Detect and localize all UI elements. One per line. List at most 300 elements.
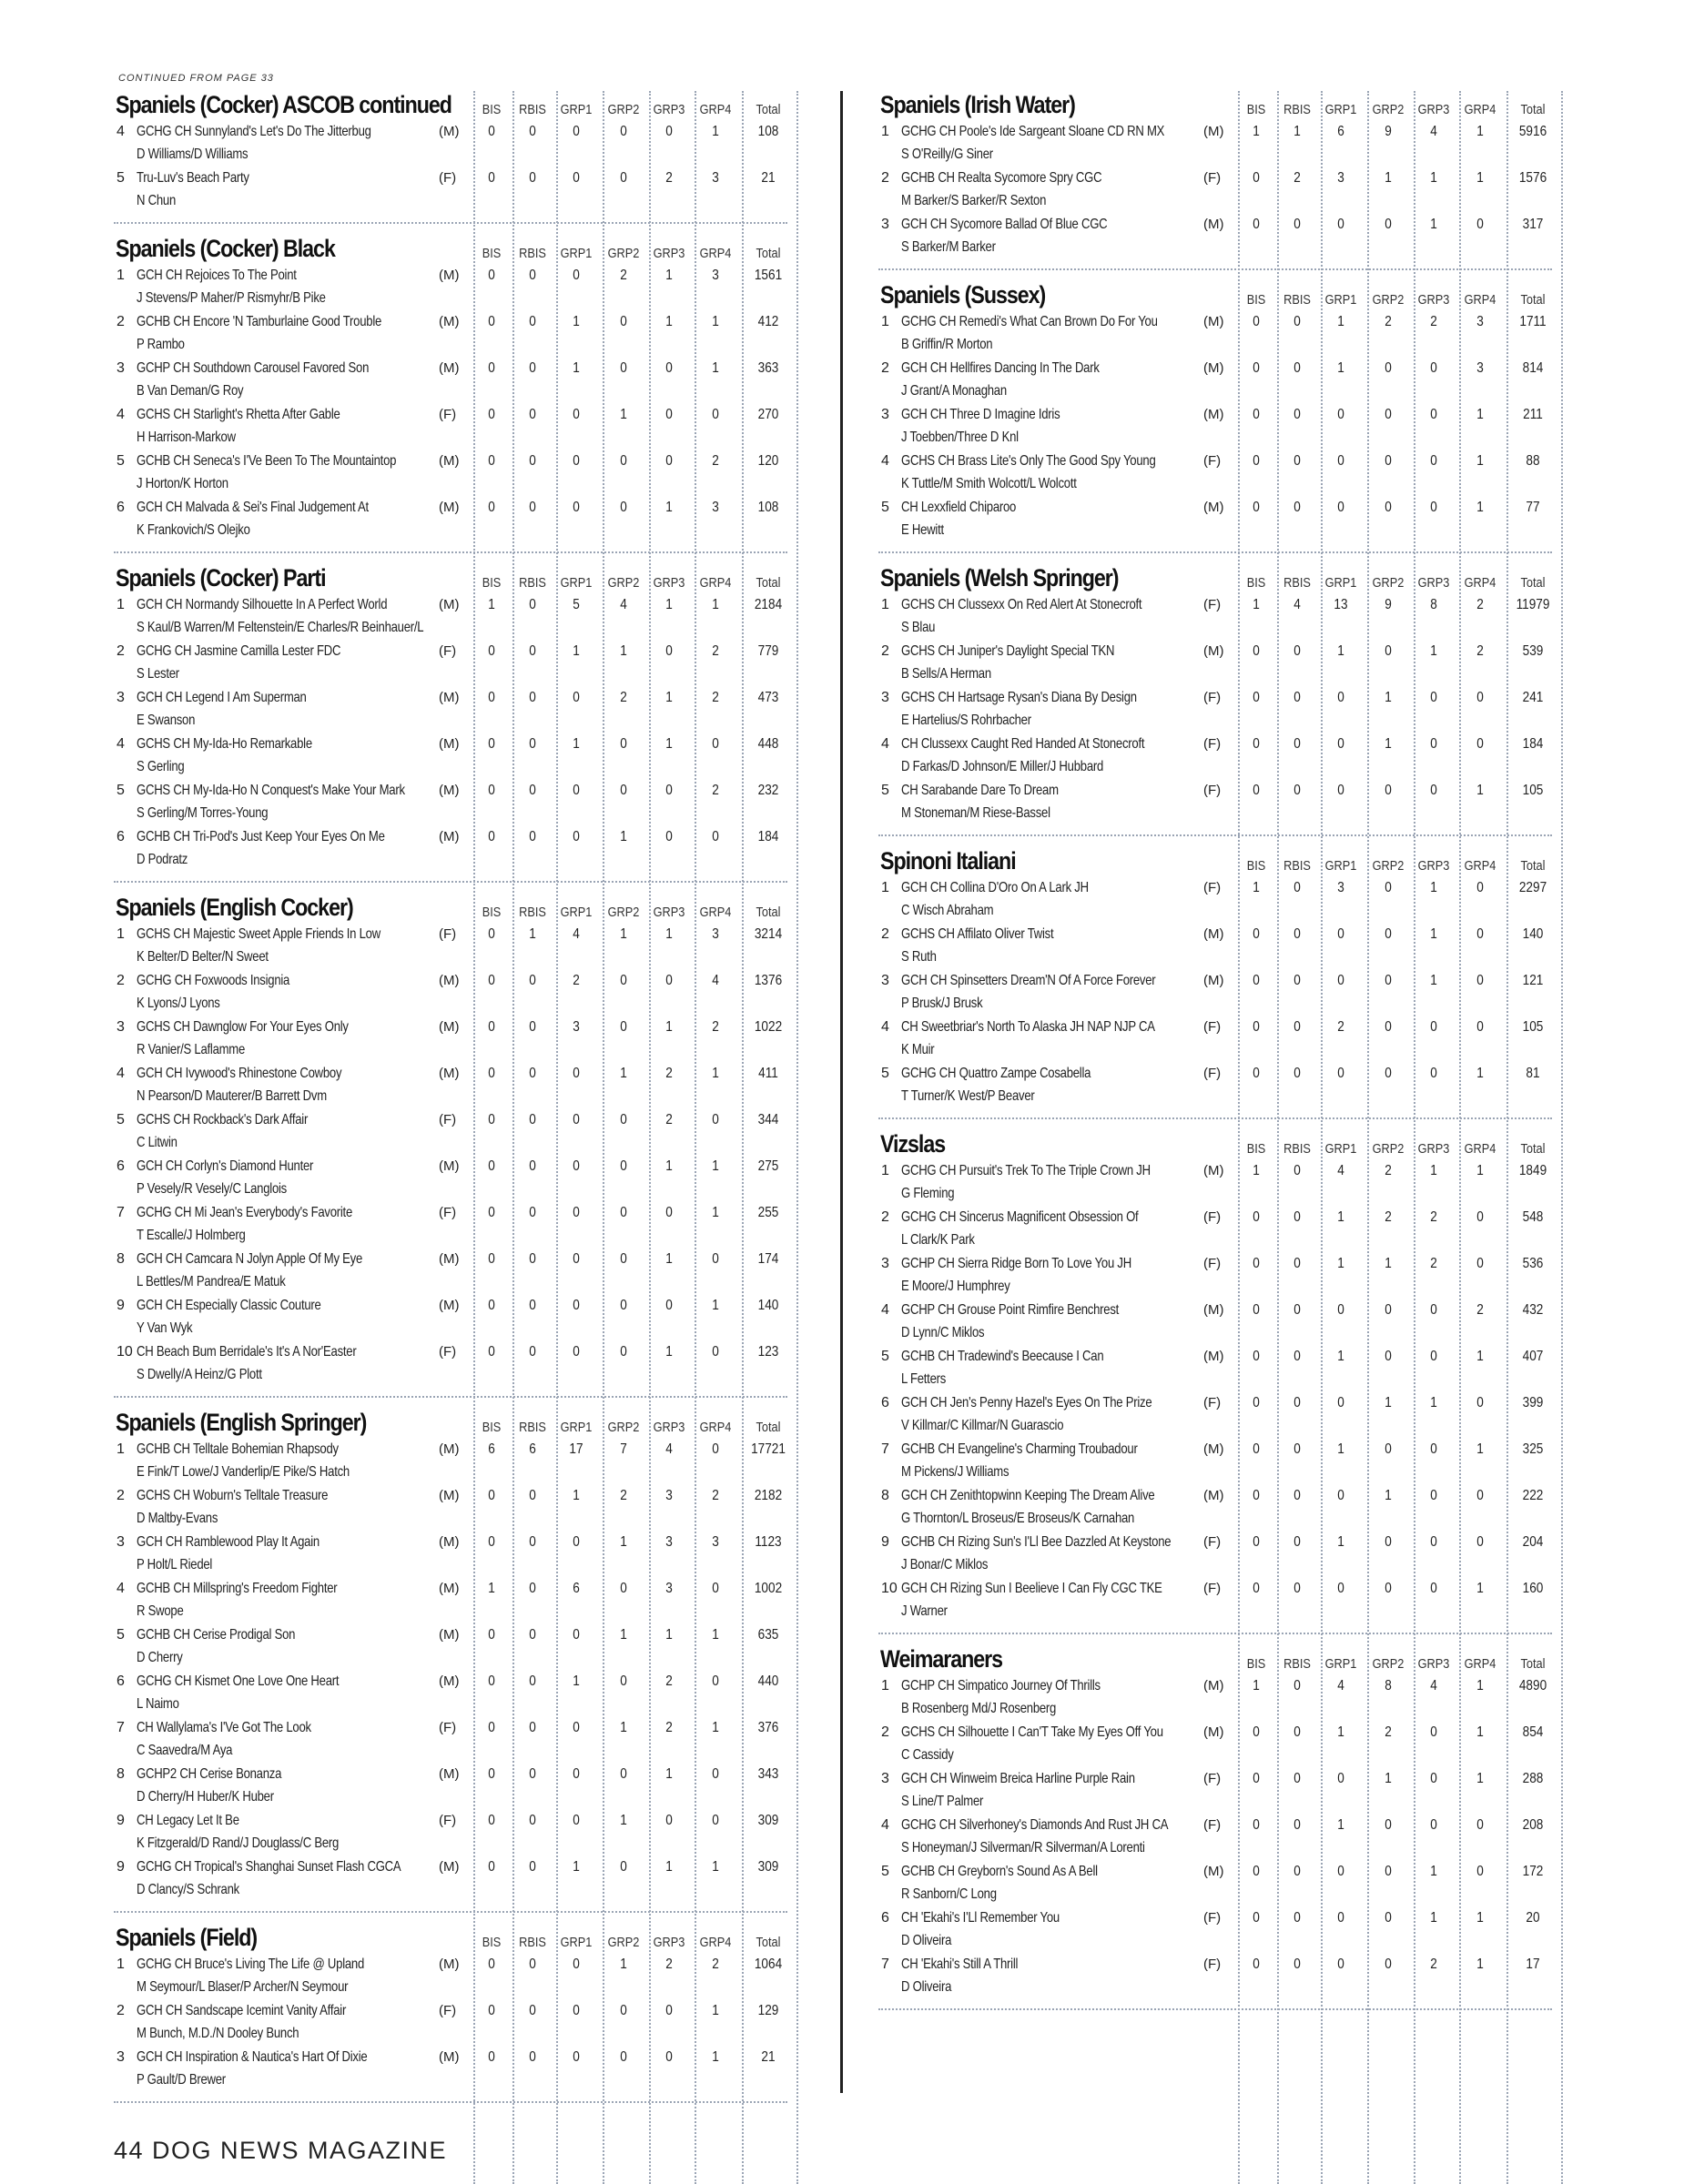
stat-grp3: 1 — [665, 500, 673, 515]
sex-label: (M) — [1203, 1678, 1224, 1694]
sex-label: (M) — [439, 1673, 460, 1689]
column-header: Total — [1520, 858, 1546, 874]
ranking-row — [878, 1817, 1552, 1864]
ranking-row — [878, 1256, 1552, 1302]
stat-grp2: 0 — [1385, 1817, 1392, 1833]
stat-rbis: 0 — [529, 1534, 536, 1550]
stat-grp3: 1 — [665, 1627, 673, 1643]
sex-label: (M) — [1203, 1302, 1224, 1318]
stat-rbis: 0 — [1293, 1864, 1301, 1879]
rank-number: 4 — [117, 1066, 125, 1081]
stat-bis: 0 — [1253, 1910, 1260, 1926]
stat-rbis: 0 — [529, 268, 536, 283]
stat-rbis: 0 — [1293, 880, 1301, 895]
stat-total: 536 — [1522, 1256, 1544, 1271]
column-header: GRP1 — [1324, 1141, 1357, 1157]
dog-name: GCH CH Ivywood's Rhinestone Cowboy — [137, 1066, 342, 1081]
column-header: BIS — [482, 102, 502, 117]
column-header: RBIS — [1283, 858, 1311, 874]
dog-name: Tru-Luv's Beach Party — [137, 170, 249, 186]
column-header: GRP2 — [607, 1420, 640, 1435]
owner-names: S O'Reilly/G Siner — [901, 147, 993, 162]
stat-total: 363 — [757, 360, 779, 376]
stat-grp3: 0 — [1430, 1302, 1437, 1318]
ranking-row — [878, 124, 1552, 170]
stat-grp4: 1 — [712, 597, 719, 612]
stat-total: 241 — [1522, 690, 1544, 705]
sex-label: (F) — [1203, 1581, 1222, 1596]
column-header: Total — [756, 1420, 781, 1435]
stat-grp2: 0 — [620, 453, 627, 469]
column-header: GRP3 — [1417, 1141, 1450, 1157]
dog-name: GCHS CH Clussexx On Red Alert At Stonecroft — [901, 597, 1142, 612]
stat-grp1: 1 — [573, 1673, 580, 1689]
stat-grp3: 0 — [1430, 1771, 1437, 1786]
stat-grp1: 0 — [573, 2049, 580, 2065]
rank-number: 4 — [881, 1019, 889, 1035]
stat-bis: 0 — [488, 170, 495, 186]
rank-number: 1 — [117, 926, 125, 942]
stat-rbis: 0 — [1293, 217, 1301, 232]
owner-names: J Stevens/P Maher/P Rismyhr/B Pike — [137, 290, 326, 306]
stat-total: 174 — [757, 1251, 779, 1267]
owner-names: K Fitzgerald/D Rand/J Douglass/C Berg — [137, 1835, 340, 1851]
stat-rbis: 0 — [529, 1581, 536, 1596]
stat-grp3: 1 — [1430, 973, 1437, 988]
ranking-row — [878, 1441, 1552, 1488]
dog-name: CH Legacy Let It Be — [137, 1813, 239, 1828]
dog-name: GCHG CH Mi Jean's Everybody's Favorite — [137, 1205, 352, 1220]
stat-total: 108 — [757, 500, 779, 515]
stat-grp2: 7 — [620, 1441, 627, 1457]
stat-grp1: 5 — [573, 597, 580, 612]
stat-rbis: 0 — [1293, 1395, 1301, 1410]
stat-rbis: 0 — [1293, 1956, 1301, 1972]
owner-names: L Naimo — [137, 1696, 179, 1712]
stat-grp4: 0 — [1476, 973, 1484, 988]
stat-grp3: 4 — [665, 1441, 673, 1457]
owner-names: M Barker/S Barker/R Sexton — [901, 193, 1047, 208]
stat-rbis: 0 — [529, 973, 536, 988]
stat-grp1: 1 — [573, 1859, 580, 1875]
stat-grp3: 0 — [665, 783, 673, 798]
dog-name: GCHS CH Hartsage Rysan's Diana By Design — [901, 690, 1137, 705]
stat-rbis: 0 — [1293, 973, 1301, 988]
stat-total: 1123 — [755, 1534, 782, 1550]
ranking-row — [114, 690, 787, 736]
stat-grp3: 1 — [665, 1859, 673, 1875]
stat-grp4: 1 — [712, 124, 719, 139]
stat-grp1: 1 — [573, 360, 580, 376]
owner-names: B Griffin/R Morton — [901, 337, 993, 352]
stat-bis: 0 — [1253, 453, 1260, 469]
stat-total: 208 — [1522, 1817, 1544, 1833]
rank-number: 5 — [117, 453, 125, 469]
dog-name: GCHG CH Remedi's What Can Brown Do For You — [901, 314, 1158, 329]
stat-grp4: 1 — [1476, 170, 1484, 186]
owner-names: D Cherry/H Huber/K Huber — [137, 1789, 274, 1805]
stat-grp4: 0 — [712, 1673, 719, 1689]
stat-grp1: 1 — [1337, 1534, 1344, 1550]
stat-rbis: 0 — [1293, 1256, 1301, 1271]
rank-number: 3 — [881, 690, 889, 705]
rank-number: 4 — [881, 1302, 889, 1318]
ranking-row — [878, 1066, 1552, 1112]
column-header: GRP3 — [653, 102, 685, 117]
dog-name: CH Lexxfield Chiparoo — [901, 500, 1017, 515]
column-header: GRP4 — [699, 1935, 732, 1950]
column-header: RBIS — [519, 102, 546, 117]
stat-grp3: 2 — [1430, 314, 1437, 329]
owner-names: D Farkas/D Johnson/E Miller/J Hubbard — [901, 759, 1104, 774]
stat-grp2: 1 — [1385, 1256, 1392, 1271]
ranking-row — [878, 217, 1552, 263]
stat-grp1: 0 — [573, 453, 580, 469]
stat-grp1: 0 — [573, 1298, 580, 1313]
stat-total: 77 — [1526, 500, 1540, 515]
stat-grp2: 0 — [620, 783, 627, 798]
ranking-row — [114, 1205, 787, 1251]
rank-number: 4 — [117, 736, 125, 752]
stat-grp3: 1 — [665, 1766, 673, 1782]
rank-number: 3 — [881, 1256, 889, 1271]
stat-bis: 0 — [1253, 736, 1260, 752]
dog-name: CH Wallylama's I'Ve Got The Look — [137, 1720, 311, 1735]
stat-grp1: 1 — [1337, 1349, 1344, 1364]
ranking-row — [878, 926, 1552, 973]
stat-grp4: 1 — [712, 1158, 719, 1174]
sex-label: (M) — [439, 1534, 460, 1550]
stat-grp2: 2 — [620, 690, 627, 705]
owner-names: L Fetters — [901, 1371, 947, 1387]
rank-number: 8 — [117, 1766, 125, 1782]
stat-grp3: 0 — [665, 453, 673, 469]
stat-total: 88 — [1526, 453, 1540, 469]
dog-name: GCHS CH My-Ida-Ho Remarkable — [137, 736, 312, 752]
column-header: GRP3 — [1417, 575, 1450, 591]
sex-label: (M) — [1203, 1488, 1224, 1503]
ranking-row — [878, 360, 1552, 407]
stat-total: 440 — [757, 1673, 779, 1689]
stat-grp1: 0 — [573, 2003, 580, 2018]
dog-name: GCH CH Inspiration & Nautica's Hart Of Dixie — [137, 2049, 368, 2065]
ranking-row — [114, 2003, 787, 2049]
dog-name: GCH CH Ramblewood Play It Again — [137, 1534, 320, 1550]
dog-name: CH 'Ekahi's Still A Thrill — [901, 1956, 1019, 1972]
page-footer: 44 DOG NEWS MAGAZINE — [114, 2137, 448, 2164]
breed-section — [878, 1127, 1552, 1634]
rank-number: 5 — [881, 1349, 889, 1364]
stat-grp3: 4 — [1430, 124, 1437, 139]
stat-grp2: 0 — [1385, 1534, 1392, 1550]
ranking-row — [114, 1158, 787, 1205]
rank-number: 1 — [117, 597, 125, 612]
rank-number: 9 — [117, 1298, 125, 1313]
rank-number: 9 — [117, 1859, 125, 1875]
stat-bis: 0 — [1253, 1488, 1260, 1503]
sex-label: (F) — [1203, 1771, 1222, 1786]
rank-number: 5 — [117, 1112, 125, 1127]
dog-name: GCHG CH Pursuit's Trek To The Triple Crown JH — [901, 1163, 1151, 1178]
stat-grp3: 0 — [1430, 1488, 1437, 1503]
stat-grp2: 0 — [1385, 453, 1392, 469]
owner-names: M Bunch, M.D./N Dooley Bunch — [137, 2026, 299, 2041]
stat-grp1: 0 — [1337, 973, 1344, 988]
rank-number: 6 — [881, 1910, 889, 1926]
stat-rbis: 0 — [1293, 736, 1301, 752]
sex-label: (F) — [1203, 1910, 1222, 1926]
stat-grp4: 1 — [1476, 1349, 1484, 1364]
ranking-row — [878, 643, 1552, 690]
column-header: GRP2 — [1372, 102, 1405, 117]
stat-grp1: 1 — [1337, 314, 1344, 329]
stat-grp4: 3 — [712, 926, 719, 942]
stat-grp4: 2 — [712, 783, 719, 798]
sex-label: (F) — [439, 643, 457, 659]
stat-total: 344 — [757, 1112, 779, 1127]
rank-number: 2 — [117, 643, 125, 659]
section-header — [878, 1642, 1552, 1678]
stat-bis: 0 — [488, 783, 495, 798]
owner-names: P Gault/D Brewer — [137, 2072, 226, 2088]
stat-grp4: 2 — [712, 1019, 719, 1035]
stat-rbis: 0 — [1293, 1441, 1301, 1457]
column-header: GRP4 — [1464, 1656, 1496, 1672]
sex-label: (F) — [1203, 1395, 1222, 1410]
sex-label: (F) — [439, 407, 457, 422]
column-header: Total — [756, 575, 781, 591]
column-header: GRP2 — [1372, 575, 1405, 591]
rank-number: 4 — [881, 453, 889, 469]
stat-bis: 0 — [1253, 1817, 1260, 1833]
dog-name: GCH CH Hellfires Dancing In The Dark — [901, 360, 1100, 376]
stat-bis: 0 — [1253, 170, 1260, 186]
owner-names: C Saavedra/M Aya — [137, 1743, 233, 1758]
stat-grp1: 0 — [1337, 1771, 1344, 1786]
stat-grp1: 0 — [1337, 1864, 1344, 1879]
stat-grp3: 0 — [1430, 736, 1437, 752]
stat-total: 1002 — [754, 1581, 783, 1596]
stat-rbis: 0 — [529, 643, 536, 659]
stat-grp4: 0 — [712, 829, 719, 844]
stat-total: 448 — [757, 736, 779, 752]
stat-grp2: 0 — [620, 124, 627, 139]
stat-grp2: 0 — [620, 360, 627, 376]
section-header — [114, 890, 787, 926]
stat-grp4: 0 — [712, 1112, 719, 1127]
stat-total: 140 — [1522, 926, 1544, 942]
stat-grp4: 1 — [712, 1205, 719, 1220]
stat-grp2: 1 — [1385, 1488, 1392, 1503]
stat-grp4: 0 — [1476, 1395, 1484, 1410]
column-header: BIS — [1246, 1656, 1266, 1672]
stat-grp3: 0 — [1430, 407, 1437, 422]
stat-grp2: 0 — [620, 1112, 627, 1127]
stat-grp4: 1 — [1476, 1724, 1484, 1740]
rank-number: 3 — [117, 2049, 125, 2065]
column-header: BIS — [1246, 1141, 1266, 1157]
stat-bis: 1 — [1253, 124, 1260, 139]
stat-grp4: 4 — [712, 973, 719, 988]
column-header: GRP4 — [1464, 102, 1496, 117]
stat-grp1: 0 — [1337, 1302, 1344, 1318]
stat-grp4: 0 — [1476, 736, 1484, 752]
stat-grp2: 1 — [620, 1627, 627, 1643]
rank-number: 3 — [881, 407, 889, 422]
stat-grp1: 0 — [573, 1766, 580, 1782]
stat-total: 172 — [1522, 1864, 1544, 1879]
owner-names: N Chun — [137, 193, 177, 208]
stat-grp3: 1 — [1430, 926, 1437, 942]
owner-names: B Sells/A Herman — [901, 666, 991, 682]
ranking-row — [878, 1302, 1552, 1349]
stat-grp2: 1 — [620, 1956, 627, 1972]
column-header: RBIS — [1283, 102, 1311, 117]
column-header: GRP4 — [1464, 575, 1496, 591]
ranking-row — [878, 1771, 1552, 1817]
stat-grp4: 0 — [712, 1441, 719, 1457]
stat-grp3: 1 — [665, 1158, 673, 1174]
owner-names: J Grant/A Monaghan — [901, 383, 1007, 399]
stat-grp1: 6 — [573, 1581, 580, 1596]
dog-name: GCH CH Legend I Am Superman — [137, 690, 307, 705]
column-header: GRP1 — [560, 1420, 593, 1435]
rank-number: 5 — [881, 1066, 889, 1081]
stat-grp3: 0 — [665, 643, 673, 659]
ranking-row — [114, 314, 787, 360]
ranking-row — [114, 1066, 787, 1112]
stat-rbis: 0 — [529, 1488, 536, 1503]
stat-grp4: 3 — [1476, 314, 1484, 329]
stat-grp2: 0 — [1385, 407, 1392, 422]
stat-bis: 0 — [488, 973, 495, 988]
owner-names: K Belter/D Belter/N Sweet — [137, 949, 269, 965]
stat-bis: 0 — [1253, 407, 1260, 422]
ranking-row — [878, 690, 1552, 736]
stat-grp4: 1 — [712, 2003, 719, 2018]
stat-grp2: 0 — [620, 1251, 627, 1267]
stat-total: 1376 — [754, 973, 783, 988]
stat-grp3: 8 — [1430, 597, 1437, 612]
stat-bis: 0 — [488, 643, 495, 659]
dog-name: GCH CH Normandy Silhouette In A Perfect World — [137, 597, 388, 612]
owner-names: R Sanborn/C Long — [901, 1886, 997, 1902]
stat-grp2: 1 — [620, 407, 627, 422]
section-title: Spinoni Italiani — [880, 847, 1016, 875]
sex-label: (F) — [439, 1720, 457, 1735]
rank-number: 2 — [117, 314, 125, 329]
ranking-row — [878, 1678, 1552, 1724]
breed-section — [114, 87, 787, 224]
rank-number: 1 — [881, 314, 889, 329]
stat-total: 21 — [761, 2049, 776, 2065]
stat-rbis: 0 — [529, 1859, 536, 1875]
column-guide — [796, 91, 798, 2184]
stat-bis: 0 — [1253, 1349, 1260, 1364]
sex-label: (M) — [439, 1251, 460, 1267]
column-header: Total — [1520, 292, 1546, 308]
stat-grp3: 1 — [1430, 217, 1437, 232]
stat-grp1: 1 — [573, 736, 580, 752]
owner-names: D Oliveira — [901, 1933, 952, 1948]
dog-name: GCHS CH Majestic Sweet Apple Friends In Low — [137, 926, 380, 942]
owner-names: C Cassidy — [901, 1747, 954, 1763]
ranking-row — [114, 1766, 787, 1813]
rank-number: 8 — [117, 1251, 125, 1267]
stat-rbis: 0 — [1293, 1581, 1301, 1596]
stat-grp3: 0 — [665, 360, 673, 376]
stat-total: 105 — [1522, 1019, 1544, 1035]
rank-number: 5 — [117, 783, 125, 798]
stat-grp2: 0 — [1385, 1349, 1392, 1364]
section-header — [878, 278, 1552, 314]
sex-label: (F) — [439, 1112, 457, 1127]
sex-label: (M) — [439, 1441, 460, 1457]
owner-names: L Bettles/M Pandrea/E Matuk — [137, 1274, 286, 1289]
stat-grp2: 0 — [620, 1581, 627, 1596]
rank-number: 2 — [117, 2003, 125, 2018]
column-header: GRP1 — [560, 246, 593, 261]
sex-label: (M) — [1203, 500, 1224, 515]
owner-names: E Hartelius/S Rohrbacher — [901, 713, 1031, 728]
sex-label: (F) — [439, 1813, 457, 1828]
owner-names: D Maltby-Evans — [137, 1511, 218, 1526]
column-header: GRP2 — [607, 102, 640, 117]
stat-grp4: 1 — [1476, 1910, 1484, 1926]
stat-total: 81 — [1526, 1066, 1540, 1081]
stat-grp2: 4 — [620, 597, 627, 612]
column-guide — [603, 91, 604, 2184]
stat-grp4: 2 — [1476, 643, 1484, 659]
ranking-row — [114, 597, 787, 643]
stat-grp4: 3 — [712, 268, 719, 283]
stat-grp1: 0 — [573, 690, 580, 705]
stat-rbis: 0 — [1293, 1534, 1301, 1550]
sex-label: (M) — [1203, 973, 1224, 988]
dog-name: GCHG CH Kismet One Love One Heart — [137, 1673, 340, 1689]
rank-number: 5 — [117, 1627, 125, 1643]
stat-grp3: 0 — [665, 2003, 673, 2018]
stat-total: 255 — [757, 1205, 779, 1220]
breed-section — [114, 1405, 787, 1913]
owner-names: M Seymour/L Blaser/P Archer/N Seymour — [137, 1979, 349, 1995]
stat-grp3: 2 — [665, 1066, 673, 1081]
rank-number: 1 — [881, 124, 889, 139]
dog-name: GCHG CH Sunnyland's Let's Do The Jitterbug — [137, 124, 371, 139]
ranking-row — [878, 1209, 1552, 1256]
column-header: GRP1 — [1324, 102, 1357, 117]
stat-rbis: 0 — [529, 783, 536, 798]
owner-names: S Kaul/B Warren/M Feltenstein/E Charles/R Beinhauer/L — [137, 620, 424, 635]
stat-total: 814 — [1522, 360, 1544, 376]
stat-grp4: 2 — [712, 1488, 719, 1503]
sex-label: (M) — [1203, 643, 1224, 659]
sex-label: (M) — [439, 1066, 460, 1081]
dog-name: GCH CH Rizing Sun I Beelieve I Can Fly CGC TKE — [901, 1581, 1162, 1596]
dog-name: GCHG CH Foxwoods Insignia — [137, 973, 290, 988]
stat-rbis: 0 — [529, 1205, 536, 1220]
stat-grp3: 1 — [665, 314, 673, 329]
stat-grp3: 2 — [665, 1720, 673, 1735]
stat-rbis: 0 — [1293, 314, 1301, 329]
ranking-row — [114, 1112, 787, 1158]
stat-rbis: 0 — [529, 1766, 536, 1782]
stat-grp1: 0 — [1337, 1581, 1344, 1596]
dog-name: GCH CH Especially Classic Couture — [137, 1298, 321, 1313]
stat-total: 376 — [757, 1720, 779, 1735]
dog-name: GCHB CH Millspring's Freedom Fighter — [137, 1581, 338, 1596]
continued-note: CONTINUED FROM PAGE 33 — [118, 73, 274, 84]
